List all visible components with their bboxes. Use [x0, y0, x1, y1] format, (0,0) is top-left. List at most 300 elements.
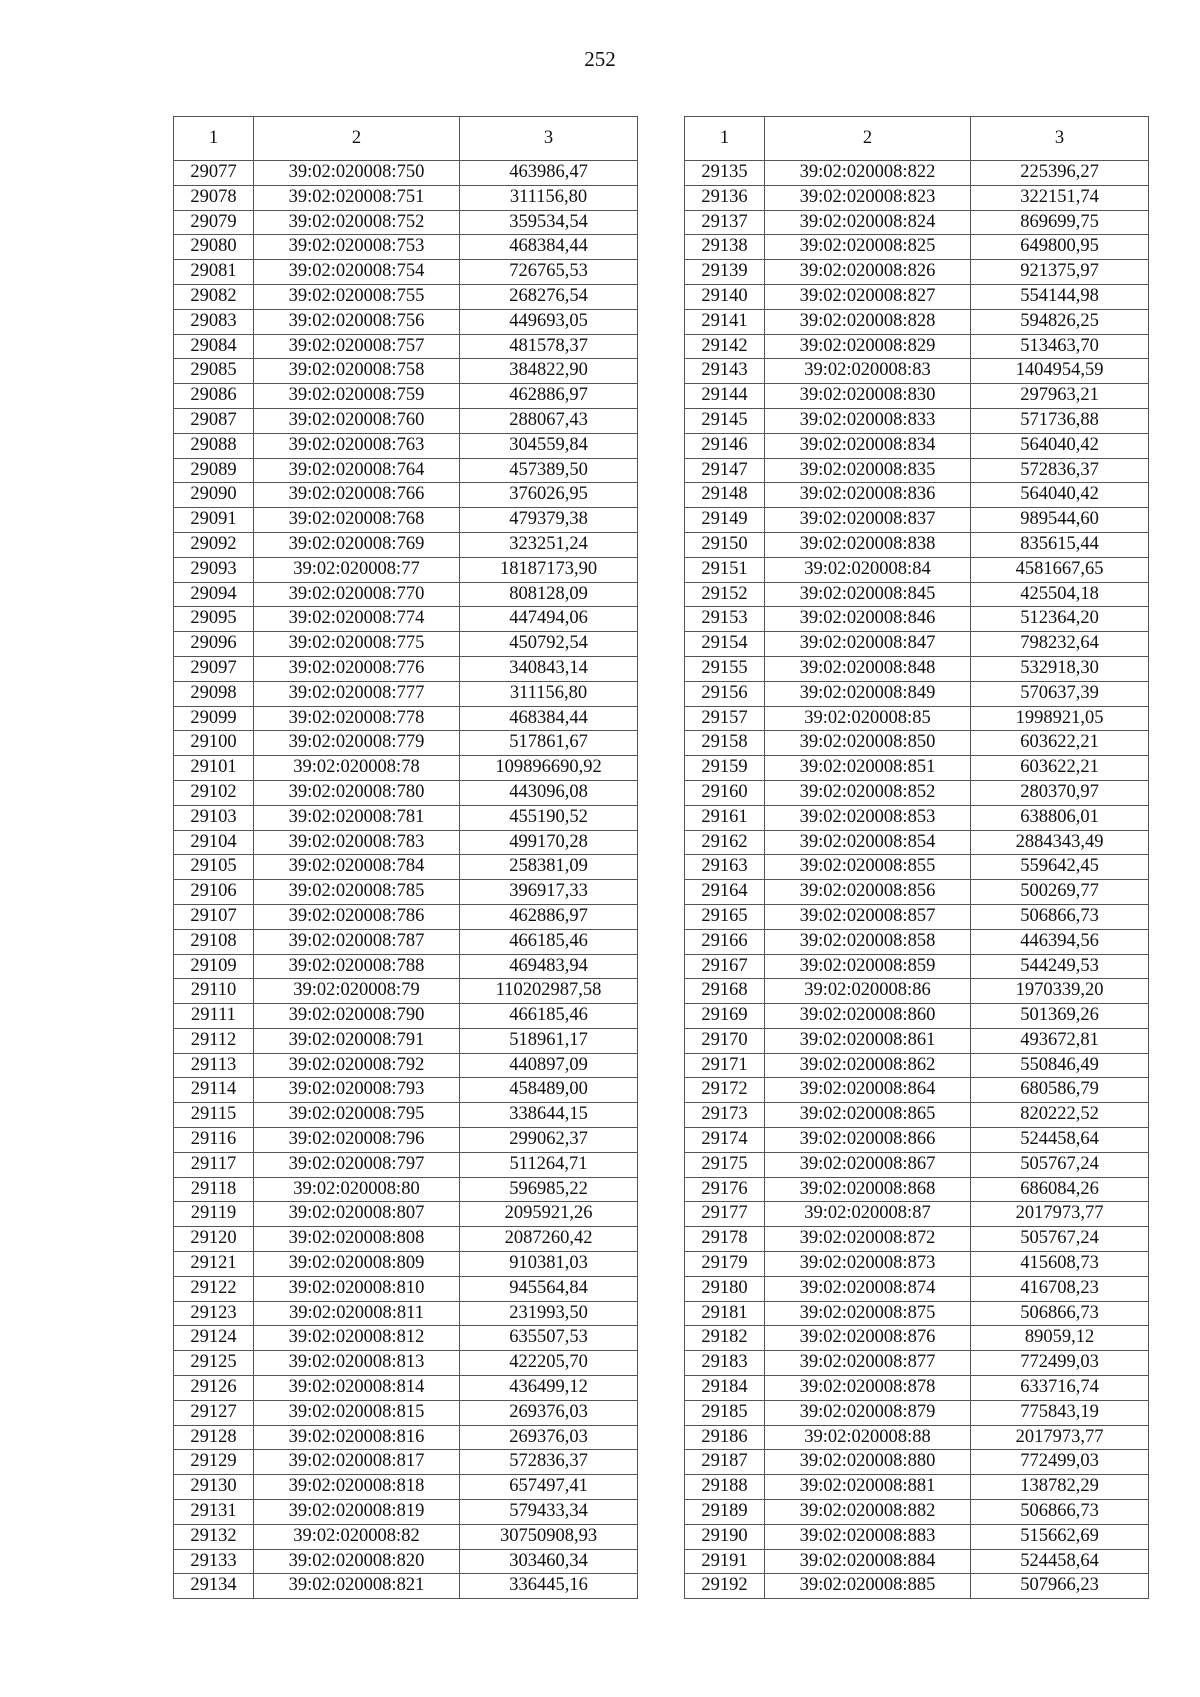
value-cell: 506866,73 [971, 1500, 1149, 1525]
value-cell: 603622,21 [971, 756, 1149, 781]
table-row [685, 1549, 1149, 1574]
table-row [174, 557, 638, 582]
cadastral-number-cell: 39:02:020008:780 [254, 780, 460, 805]
row-number-cell: 29159 [685, 756, 765, 781]
row-number-cell: 29127 [174, 1400, 254, 1425]
table-row [174, 508, 638, 533]
value-cell: 479379,38 [460, 508, 638, 533]
cadastral-number-cell: 39:02:020008:85 [765, 706, 971, 731]
cadastral-number-cell: 39:02:020008:876 [765, 1326, 971, 1351]
value-cell: 323251,24 [460, 532, 638, 557]
table-row [685, 706, 1149, 731]
value-cell: 225396,27 [971, 161, 1149, 186]
row-number-cell: 29185 [685, 1400, 765, 1425]
cadastral-number-cell: 39:02:020008:813 [254, 1351, 460, 1376]
cadastral-number-cell: 39:02:020008:827 [765, 284, 971, 309]
cadastral-number-cell: 39:02:020008:868 [765, 1177, 971, 1202]
value-cell: 322151,74 [971, 185, 1149, 210]
table-row [685, 1202, 1149, 1227]
value-cell: 359534,54 [460, 210, 638, 235]
row-number-cell: 29134 [174, 1574, 254, 1599]
cadastral-number-cell: 39:02:020008:754 [254, 260, 460, 285]
table-row [685, 384, 1149, 409]
cadastral-number-cell: 39:02:020008:860 [765, 1004, 971, 1029]
table-row [174, 1400, 638, 1425]
value-cell: 299062,37 [460, 1128, 638, 1153]
cadastral-number-cell: 39:02:020008:764 [254, 458, 460, 483]
cadastral-number-cell: 39:02:020008:774 [254, 607, 460, 632]
value-cell: 505767,24 [971, 1152, 1149, 1177]
value-cell: 945564,84 [460, 1276, 638, 1301]
row-number-cell: 29107 [174, 904, 254, 929]
cadastral-number-cell: 39:02:020008:853 [765, 805, 971, 830]
row-number-cell: 29165 [685, 904, 765, 929]
cadastral-number-cell: 39:02:020008:828 [765, 309, 971, 334]
row-number-cell: 29149 [685, 508, 765, 533]
value-cell: 820222,52 [971, 1103, 1149, 1128]
table-row [174, 1351, 638, 1376]
cadastral-number-cell: 39:02:020008:809 [254, 1252, 460, 1277]
value-cell: 384822,90 [460, 359, 638, 384]
value-cell: 554144,98 [971, 284, 1149, 309]
table-row [685, 1524, 1149, 1549]
value-cell: 775843,19 [971, 1400, 1149, 1425]
row-number-cell: 29108 [174, 929, 254, 954]
value-cell: 649800,95 [971, 235, 1149, 260]
cadastral-number-cell: 39:02:020008:826 [765, 260, 971, 285]
table-row [174, 1152, 638, 1177]
row-number-cell: 29181 [685, 1301, 765, 1326]
cadastral-number-cell: 39:02:020008:812 [254, 1326, 460, 1351]
table-header [174, 117, 638, 161]
row-number-cell: 29153 [685, 607, 765, 632]
table-row [174, 284, 638, 309]
row-number-cell: 29077 [174, 161, 254, 186]
table-row [174, 1475, 638, 1500]
table-row [174, 359, 638, 384]
table-row [174, 1252, 638, 1277]
row-number-cell: 29106 [174, 880, 254, 905]
row-number-cell: 29150 [685, 532, 765, 557]
value-cell: 772499,03 [971, 1351, 1149, 1376]
table-row [174, 384, 638, 409]
table-row [174, 483, 638, 508]
page-number: 252 [584, 47, 616, 71]
table-row [174, 656, 638, 681]
value-cell: 280370,97 [971, 780, 1149, 805]
table-row [685, 1028, 1149, 1053]
row-number-cell: 29144 [685, 384, 765, 409]
cadastral-number-cell: 39:02:020008:873 [765, 1252, 971, 1277]
cadastral-number-cell: 39:02:020008:814 [254, 1376, 460, 1401]
row-number-cell: 29147 [685, 458, 765, 483]
row-number-cell: 29148 [685, 483, 765, 508]
table-row [685, 855, 1149, 880]
cadastral-number-cell: 39:02:020008:834 [765, 433, 971, 458]
register-table-left [173, 116, 638, 1599]
row-number-cell: 29110 [174, 979, 254, 1004]
table-row [685, 1053, 1149, 1078]
row-number-cell: 29105 [174, 855, 254, 880]
row-number-cell: 29122 [174, 1276, 254, 1301]
value-cell: 258381,09 [460, 855, 638, 880]
table-row [174, 830, 638, 855]
cadastral-number-cell: 39:02:020008:86 [765, 979, 971, 1004]
value-cell: 425504,18 [971, 582, 1149, 607]
column-header-2: 2 [254, 117, 460, 161]
row-number-cell: 29170 [685, 1028, 765, 1053]
table-row [174, 1276, 638, 1301]
value-cell: 501369,26 [971, 1004, 1149, 1029]
table-row [174, 235, 638, 260]
table-row [685, 1326, 1149, 1351]
cadastral-number-cell: 39:02:020008:784 [254, 855, 460, 880]
row-number-cell: 29116 [174, 1128, 254, 1153]
cadastral-number-cell: 39:02:020008:865 [765, 1103, 971, 1128]
value-cell: 572836,37 [460, 1450, 638, 1475]
cadastral-number-cell: 39:02:020008:87 [765, 1202, 971, 1227]
value-cell: 440897,09 [460, 1053, 638, 1078]
row-number-cell: 29113 [174, 1053, 254, 1078]
table-row [685, 1078, 1149, 1103]
cadastral-number-cell: 39:02:020008:751 [254, 185, 460, 210]
cadastral-number-cell: 39:02:020008:817 [254, 1450, 460, 1475]
cadastral-number-cell: 39:02:020008:760 [254, 408, 460, 433]
value-cell: 517861,67 [460, 731, 638, 756]
row-number-cell: 29166 [685, 929, 765, 954]
row-number-cell: 29109 [174, 954, 254, 979]
table-row [685, 1252, 1149, 1277]
table-row [174, 979, 638, 1004]
table-row [174, 1128, 638, 1153]
row-number-cell: 29177 [685, 1202, 765, 1227]
table-row [685, 805, 1149, 830]
table-row [174, 880, 638, 905]
value-cell: 772499,03 [971, 1450, 1149, 1475]
row-number-cell: 29162 [685, 830, 765, 855]
table-row [174, 532, 638, 557]
table-row [685, 681, 1149, 706]
value-cell: 462886,97 [460, 904, 638, 929]
row-number-cell: 29171 [685, 1053, 765, 1078]
table-row [174, 1500, 638, 1525]
row-number-cell: 29114 [174, 1078, 254, 1103]
value-cell: 449693,05 [460, 309, 638, 334]
row-number-cell: 29123 [174, 1301, 254, 1326]
cadastral-number-cell: 39:02:020008:857 [765, 904, 971, 929]
value-cell: 499170,28 [460, 830, 638, 855]
row-number-cell: 29103 [174, 805, 254, 830]
cadastral-number-cell: 39:02:020008:790 [254, 1004, 460, 1029]
cadastral-number-cell: 39:02:020008:776 [254, 656, 460, 681]
row-number-cell: 29126 [174, 1376, 254, 1401]
row-number-cell: 29164 [685, 880, 765, 905]
table-row [174, 1425, 638, 1450]
value-cell: 500269,77 [971, 880, 1149, 905]
row-number-cell: 29120 [174, 1227, 254, 1252]
value-cell: 633716,74 [971, 1376, 1149, 1401]
table-row [685, 1177, 1149, 1202]
row-number-cell: 29091 [174, 508, 254, 533]
value-cell: 468384,44 [460, 235, 638, 260]
cadastral-number-cell: 39:02:020008:815 [254, 1400, 460, 1425]
row-number-cell: 29158 [685, 731, 765, 756]
table-row [685, 731, 1149, 756]
table-row [174, 1376, 638, 1401]
table-row [685, 1227, 1149, 1252]
value-cell: 469483,94 [460, 954, 638, 979]
row-number-cell: 29119 [174, 1202, 254, 1227]
table-row [174, 1053, 638, 1078]
cadastral-number-cell: 39:02:020008:837 [765, 508, 971, 533]
row-number-cell: 29184 [685, 1376, 765, 1401]
table-row [174, 706, 638, 731]
table-row [685, 1475, 1149, 1500]
cadastral-number-cell: 39:02:020008:796 [254, 1128, 460, 1153]
row-number-cell: 29189 [685, 1500, 765, 1525]
cadastral-number-cell: 39:02:020008:856 [765, 880, 971, 905]
table-row [685, 756, 1149, 781]
value-cell: 457389,50 [460, 458, 638, 483]
table-row [174, 433, 638, 458]
table-row [685, 508, 1149, 533]
row-number-cell: 29084 [174, 334, 254, 359]
row-number-cell: 29118 [174, 1177, 254, 1202]
value-cell: 505767,24 [971, 1227, 1149, 1252]
cadastral-number-cell: 39:02:020008:750 [254, 161, 460, 186]
value-cell: 511264,71 [460, 1152, 638, 1177]
table-row [174, 1028, 638, 1053]
value-cell: 89059,12 [971, 1326, 1149, 1351]
row-number-cell: 29096 [174, 632, 254, 657]
row-number-cell: 29183 [685, 1351, 765, 1376]
cadastral-number-cell: 39:02:020008:823 [765, 185, 971, 210]
value-cell: 506866,73 [971, 904, 1149, 929]
value-cell: 466185,46 [460, 1004, 638, 1029]
table-row [685, 334, 1149, 359]
cadastral-number-cell: 39:02:020008:862 [765, 1053, 971, 1078]
cadastral-number-cell: 39:02:020008:763 [254, 433, 460, 458]
table-row [685, 1425, 1149, 1450]
table-row [685, 309, 1149, 334]
column-header-2: 2 [765, 117, 971, 161]
table-row [174, 855, 638, 880]
value-cell: 304559,84 [460, 433, 638, 458]
value-cell: 596985,22 [460, 1177, 638, 1202]
cadastral-number-cell: 39:02:020008:821 [254, 1574, 460, 1599]
cadastral-number-cell: 39:02:020008:882 [765, 1500, 971, 1525]
value-cell: 109896690,92 [460, 756, 638, 781]
value-cell: 910381,03 [460, 1252, 638, 1277]
table-row [685, 260, 1149, 285]
value-cell: 559642,45 [971, 855, 1149, 880]
table-row [174, 756, 638, 781]
cadastral-number-cell: 39:02:020008:877 [765, 1351, 971, 1376]
table-row [174, 904, 638, 929]
value-cell: 635507,53 [460, 1326, 638, 1351]
cadastral-number-cell: 39:02:020008:836 [765, 483, 971, 508]
table-row [174, 582, 638, 607]
cadastral-number-cell: 39:02:020008:778 [254, 706, 460, 731]
table-row [174, 929, 638, 954]
column-header-3: 3 [971, 117, 1149, 161]
value-cell: 268276,54 [460, 284, 638, 309]
row-number-cell: 29124 [174, 1326, 254, 1351]
value-cell: 455190,52 [460, 805, 638, 830]
value-cell: 571736,88 [971, 408, 1149, 433]
table-row [685, 458, 1149, 483]
table-row [174, 260, 638, 285]
value-cell: 396917,33 [460, 880, 638, 905]
table-row [685, 1376, 1149, 1401]
cadastral-number-cell: 39:02:020008:759 [254, 384, 460, 409]
cadastral-number-cell: 39:02:020008:852 [765, 780, 971, 805]
row-number-cell: 29101 [174, 756, 254, 781]
table-row [174, 1326, 638, 1351]
table-row [174, 1549, 638, 1574]
row-number-cell: 29145 [685, 408, 765, 433]
value-cell: 231993,50 [460, 1301, 638, 1326]
cadastral-number-cell: 39:02:020008:753 [254, 235, 460, 260]
cadastral-number-cell: 39:02:020008:785 [254, 880, 460, 905]
value-cell: 686084,26 [971, 1177, 1149, 1202]
row-number-cell: 29157 [685, 706, 765, 731]
value-cell: 726765,53 [460, 260, 638, 285]
row-number-cell: 29167 [685, 954, 765, 979]
cadastral-number-cell: 39:02:020008:825 [765, 235, 971, 260]
cadastral-number-cell: 39:02:020008:851 [765, 756, 971, 781]
table-row [685, 607, 1149, 632]
cadastral-number-cell: 39:02:020008:885 [765, 1574, 971, 1599]
table-row [174, 161, 638, 186]
row-number-cell: 29178 [685, 1227, 765, 1252]
row-number-cell: 29186 [685, 1425, 765, 1450]
row-number-cell: 29146 [685, 433, 765, 458]
cadastral-number-cell: 39:02:020008:797 [254, 1152, 460, 1177]
table-row [685, 880, 1149, 905]
value-cell: 564040,42 [971, 433, 1149, 458]
table-row [685, 161, 1149, 186]
table-row [174, 309, 638, 334]
row-number-cell: 29080 [174, 235, 254, 260]
row-number-cell: 29155 [685, 656, 765, 681]
value-cell: 1970339,20 [971, 979, 1149, 1004]
value-cell: 989544,60 [971, 508, 1149, 533]
cadastral-number-cell: 39:02:020008:875 [765, 1301, 971, 1326]
cadastral-number-cell: 39:02:020008:756 [254, 309, 460, 334]
cadastral-number-cell: 39:02:020008:82 [254, 1524, 460, 1549]
row-number-cell: 29176 [685, 1177, 765, 1202]
cadastral-number-cell: 39:02:020008:758 [254, 359, 460, 384]
value-cell: 921375,97 [971, 260, 1149, 285]
row-number-cell: 29172 [685, 1078, 765, 1103]
cadastral-number-cell: 39:02:020008:859 [765, 954, 971, 979]
cadastral-number-cell: 39:02:020008:849 [765, 681, 971, 706]
cadastral-number-cell: 39:02:020008:80 [254, 1177, 460, 1202]
cadastral-number-cell: 39:02:020008:829 [765, 334, 971, 359]
row-number-cell: 29115 [174, 1103, 254, 1128]
row-number-cell: 29133 [174, 1549, 254, 1574]
value-cell: 338644,15 [460, 1103, 638, 1128]
value-cell: 468384,44 [460, 706, 638, 731]
cadastral-number-cell: 39:02:020008:881 [765, 1475, 971, 1500]
row-number-cell: 29094 [174, 582, 254, 607]
cadastral-number-cell: 39:02:020008:79 [254, 979, 460, 1004]
value-cell: 2087260,42 [460, 1227, 638, 1252]
cadastral-number-cell: 39:02:020008:830 [765, 384, 971, 409]
value-cell: 638806,01 [971, 805, 1149, 830]
value-cell: 524458,64 [971, 1128, 1149, 1153]
row-number-cell: 29104 [174, 830, 254, 855]
value-cell: 336445,16 [460, 1574, 638, 1599]
value-cell: 436499,12 [460, 1376, 638, 1401]
cadastral-number-cell: 39:02:020008:855 [765, 855, 971, 880]
value-cell: 524458,64 [971, 1549, 1149, 1574]
cadastral-number-cell: 39:02:020008:77 [254, 557, 460, 582]
value-cell: 798232,64 [971, 632, 1149, 657]
value-cell: 415608,73 [971, 1252, 1149, 1277]
table-row [174, 1227, 638, 1252]
row-number-cell: 29112 [174, 1028, 254, 1053]
value-cell: 2884343,49 [971, 830, 1149, 855]
value-cell: 462886,97 [460, 384, 638, 409]
row-number-cell: 29173 [685, 1103, 765, 1128]
column-header-1: 1 [685, 117, 765, 161]
table-row [685, 1500, 1149, 1525]
value-cell: 507966,23 [971, 1574, 1149, 1599]
table-row [174, 632, 638, 657]
cadastral-number-cell: 39:02:020008:769 [254, 532, 460, 557]
row-number-cell: 29187 [685, 1450, 765, 1475]
cadastral-number-cell: 39:02:020008:880 [765, 1450, 971, 1475]
row-number-cell: 29137 [685, 210, 765, 235]
table-row [174, 681, 638, 706]
row-number-cell: 29090 [174, 483, 254, 508]
table-row [174, 1078, 638, 1103]
cadastral-number-cell: 39:02:020008:795 [254, 1103, 460, 1128]
table-row [174, 607, 638, 632]
row-number-cell: 29130 [174, 1475, 254, 1500]
cadastral-number-cell: 39:02:020008:757 [254, 334, 460, 359]
row-number-cell: 29151 [685, 557, 765, 582]
row-number-cell: 29111 [174, 1004, 254, 1029]
table-row [174, 1202, 638, 1227]
cadastral-number-cell: 39:02:020008:847 [765, 632, 971, 657]
cadastral-number-cell: 39:02:020008:822 [765, 161, 971, 186]
value-cell: 2095921,26 [460, 1202, 638, 1227]
table-row [685, 954, 1149, 979]
cadastral-number-cell: 39:02:020008:866 [765, 1128, 971, 1153]
row-number-cell: 29121 [174, 1252, 254, 1277]
row-number-cell: 29192 [685, 1574, 765, 1599]
table-row [685, 359, 1149, 384]
value-cell: 869699,75 [971, 210, 1149, 235]
cadastral-number-cell: 39:02:020008:867 [765, 1152, 971, 1177]
value-cell: 506866,73 [971, 1301, 1149, 1326]
value-cell: 513463,70 [971, 334, 1149, 359]
table-row [685, 185, 1149, 210]
cadastral-number-cell: 39:02:020008:850 [765, 731, 971, 756]
table-row [174, 805, 638, 830]
value-cell: 512364,20 [971, 607, 1149, 632]
cadastral-number-cell: 39:02:020008:846 [765, 607, 971, 632]
table-row [685, 1152, 1149, 1177]
value-cell: 1998921,05 [971, 706, 1149, 731]
row-number-cell: 29089 [174, 458, 254, 483]
table-row [685, 433, 1149, 458]
value-cell: 458489,00 [460, 1078, 638, 1103]
cadastral-number-cell: 39:02:020008:810 [254, 1276, 460, 1301]
